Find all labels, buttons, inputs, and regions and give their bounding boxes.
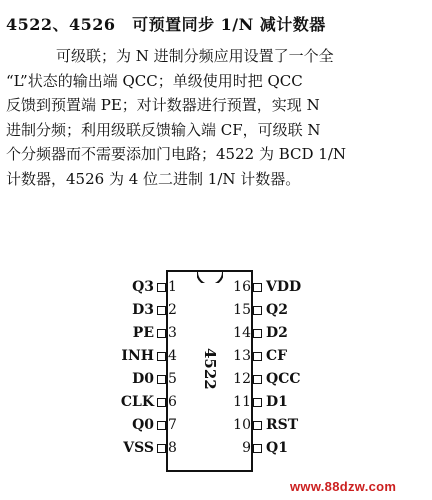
description-line: 反馈到预置端 PE；对计数器进行预置，实现 N — [6, 96, 320, 114]
pin-number: 16 — [233, 279, 251, 295]
pin-name: RST — [266, 417, 299, 433]
pin-box — [253, 375, 262, 384]
pin-box — [253, 352, 262, 361]
pin-name: Q0 — [132, 417, 154, 433]
page-title: 4522、4526 可预置同步 1/N 减计数器 — [6, 15, 326, 34]
pin-number: 14 — [233, 325, 251, 341]
description-line: 进制分频；利用级联反馈输入端 CF，可级联 N — [6, 120, 321, 139]
pin-box — [253, 444, 262, 453]
pin-name: Q3 — [132, 279, 154, 295]
pin-box — [253, 398, 262, 407]
pin-box — [253, 329, 262, 338]
pin-number: 6 — [168, 394, 177, 410]
pin-box — [157, 421, 166, 430]
pin-name: D3 — [132, 302, 154, 318]
pin-name: Q2 — [266, 302, 288, 318]
pin-name: D0 — [132, 371, 154, 387]
pin-number: 13 — [233, 348, 251, 364]
pin-box — [157, 329, 166, 338]
pin-box — [253, 283, 262, 292]
pin-box — [253, 306, 262, 315]
chip-notch — [197, 270, 223, 283]
pin-name: CLK — [120, 394, 154, 410]
pin-name: D1 — [266, 394, 288, 410]
pin-box — [157, 283, 166, 292]
pin-number: 8 — [168, 440, 177, 456]
watermark: www.88dzw.com — [290, 479, 397, 494]
description-line: 个分频器而不需要添加门电路；4522 为 BCD 1/N — [6, 145, 347, 163]
pin-number: 10 — [233, 417, 251, 433]
pin-name: INH — [121, 348, 154, 364]
chip-label: 4522 — [201, 348, 219, 390]
pin-box — [253, 421, 262, 430]
pin-number: 5 — [168, 371, 177, 387]
pin-number: 2 — [168, 302, 177, 318]
pin-box — [157, 444, 166, 453]
pin-number: 12 — [233, 371, 251, 387]
pin-name: CF — [266, 348, 288, 364]
pin-number: 1 — [168, 279, 177, 295]
pin-name: Q1 — [266, 440, 288, 456]
pin-number: 15 — [233, 302, 251, 318]
pin-box — [157, 375, 166, 384]
pin-box — [157, 306, 166, 315]
pin-number: 9 — [242, 440, 251, 456]
description-line: 计数器，4526 为 4 位二进制 1/N 计数器。 — [6, 169, 301, 188]
pin-box — [157, 352, 166, 361]
description-paragraph — [6, 44, 424, 191]
pin-number: 3 — [168, 325, 177, 341]
pin-box — [157, 398, 166, 407]
pin-name: PE — [132, 325, 154, 341]
pin-name: QCC — [266, 371, 301, 387]
description-line: “L”状态的输出端 QCC；单级使用时把 QCC — [6, 71, 303, 90]
pin-name: VSS — [123, 440, 154, 456]
pin-name: VDD — [266, 279, 302, 295]
pin-number: 11 — [233, 394, 251, 410]
pin-name: D2 — [266, 325, 288, 341]
pin-number: 4 — [168, 348, 177, 364]
description-line: 可级联；为 N 进制分频应用设置了一个全 — [56, 47, 334, 65]
pin-number: 7 — [168, 417, 177, 433]
